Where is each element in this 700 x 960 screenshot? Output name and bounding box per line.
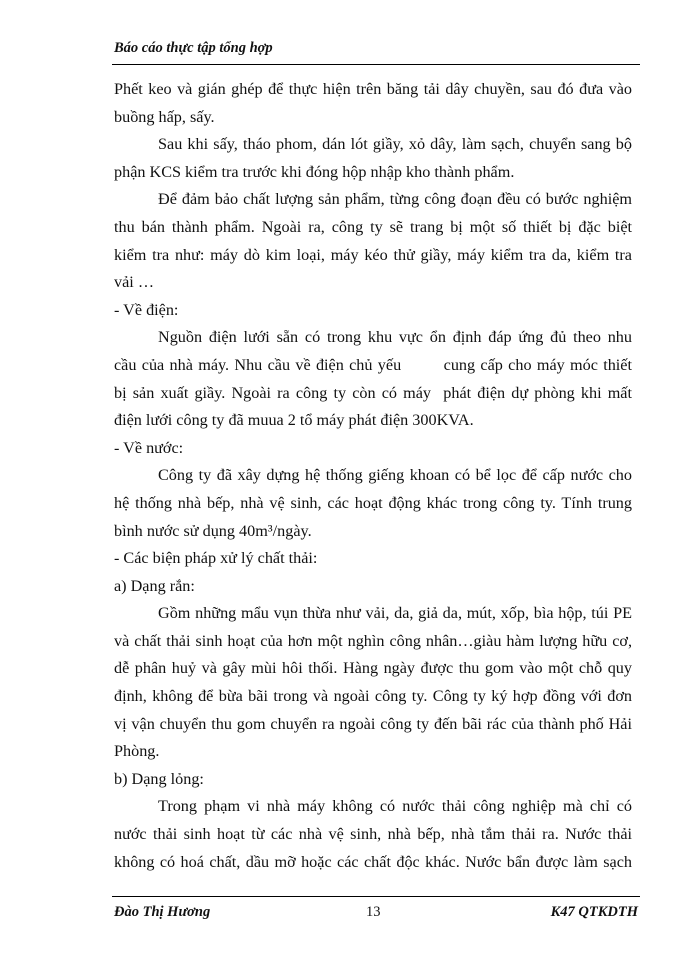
text-line: và chất thải sinh hoạt của hơn một nghìn công nhân…giàu hàm lượng hữu cơ, bbox=[114, 631, 632, 650]
subsection-heading: b) Dạng lỏng: bbox=[114, 769, 204, 788]
subsection-heading: a) Dạng rắn: bbox=[114, 576, 195, 595]
text-line: Nguồn điện lưới sẵn có trong khu vực ổn định đáp ứng đủ theo nhu bbox=[158, 328, 632, 347]
text-line: Gồm những mẩu vụn thừa như vải, da, giả da, mút, xốp, bìa hộp, túi PE bbox=[158, 604, 632, 623]
text-line: buồng hấp, sấy. bbox=[114, 107, 215, 126]
footer-class-code: K47 QTKDTH bbox=[550, 904, 638, 920]
text-line: bị sản xuất giầy. Ngoài ra công ty còn có máy phát điện dự phòng khi mất bbox=[114, 383, 632, 402]
footer-author: Đào Thị Hương bbox=[114, 904, 211, 920]
page-number: 13 bbox=[366, 904, 381, 920]
section-heading: - Về nước: bbox=[114, 438, 184, 457]
text-line: dễ phân huỷ và gây mùi hôi thối. Hàng ngày được thu gom vào một chỗ quy bbox=[114, 659, 632, 678]
page-header-title: Báo cáo thực tập tổng hợp bbox=[114, 40, 273, 56]
text-line: Phòng. bbox=[114, 742, 160, 761]
section-heading: - Về điện: bbox=[114, 300, 179, 319]
text-line: thu bán thành phẩm. Ngoài ra, công ty sẽ trang bị một số thiết bị đặc biệt bbox=[114, 217, 632, 236]
text-line: không có hoá chất, dầu mỡ hoặc các chất độc khác. Nước bẩn được làm sạch bbox=[114, 852, 632, 871]
text-line: định, không để bừa bãi trong và ngoài công ty. Công ty ký hợp đồng với đơn bbox=[114, 687, 632, 706]
footer-divider bbox=[112, 896, 640, 897]
text-line: hệ thống nhà bếp, nhà vệ sinh, các hoạt động khác trong công ty. Tính trung bbox=[114, 493, 632, 512]
text-line: kiểm tra như: máy dò kim loại, máy kéo thử giầy, máy kiểm tra da, kiểm tra bbox=[114, 245, 632, 264]
document-body bbox=[114, 76, 632, 876]
text-line: vải … bbox=[114, 273, 155, 292]
text-line: Công ty đã xây dựng hệ thống giếng khoan có bể lọc để cấp nước cho bbox=[158, 466, 632, 485]
text-line: vị vận chuyển thu gom chuyển ra ngoài công ty đến bãi rác của thành phố Hải bbox=[114, 714, 632, 733]
header-divider bbox=[112, 64, 640, 65]
text-line: bình nước sử dụng 40m³/ngày. bbox=[114, 521, 312, 540]
text-line: cầu của nhà máy. Nhu cầu về điện chủ yếu cung cấp cho máy móc thiết bbox=[114, 355, 632, 374]
text-line: nước thải sinh hoạt từ các nhà vệ sinh, nhà bếp, nhà tắm thải ra. Nước thải bbox=[114, 825, 632, 844]
text-line: điện lưới công ty đã muua 2 tổ máy phát điện 300KVA. bbox=[114, 411, 474, 430]
text-line: phận KCS kiểm tra trước khi đóng hộp nhập kho thành phẩm. bbox=[114, 162, 515, 181]
text-line: Để đảm bảo chất lượng sản phẩm, từng công đoạn đều có bước nghiệm bbox=[158, 190, 632, 209]
section-heading: - Các biện pháp xử lý chất thải: bbox=[114, 549, 318, 568]
text-line: Sau khi sấy, tháo phom, dán lót giầy, xỏ dây, làm sạch, chuyển sang bộ bbox=[158, 135, 632, 154]
text-line: Trong phạm vi nhà máy không có nước thải công nghiệp mà chỉ có bbox=[158, 797, 632, 816]
text-line: Phết keo và gián ghép để thực hiện trên băng tải dây chuyền, sau đó đưa vào bbox=[114, 80, 632, 98]
